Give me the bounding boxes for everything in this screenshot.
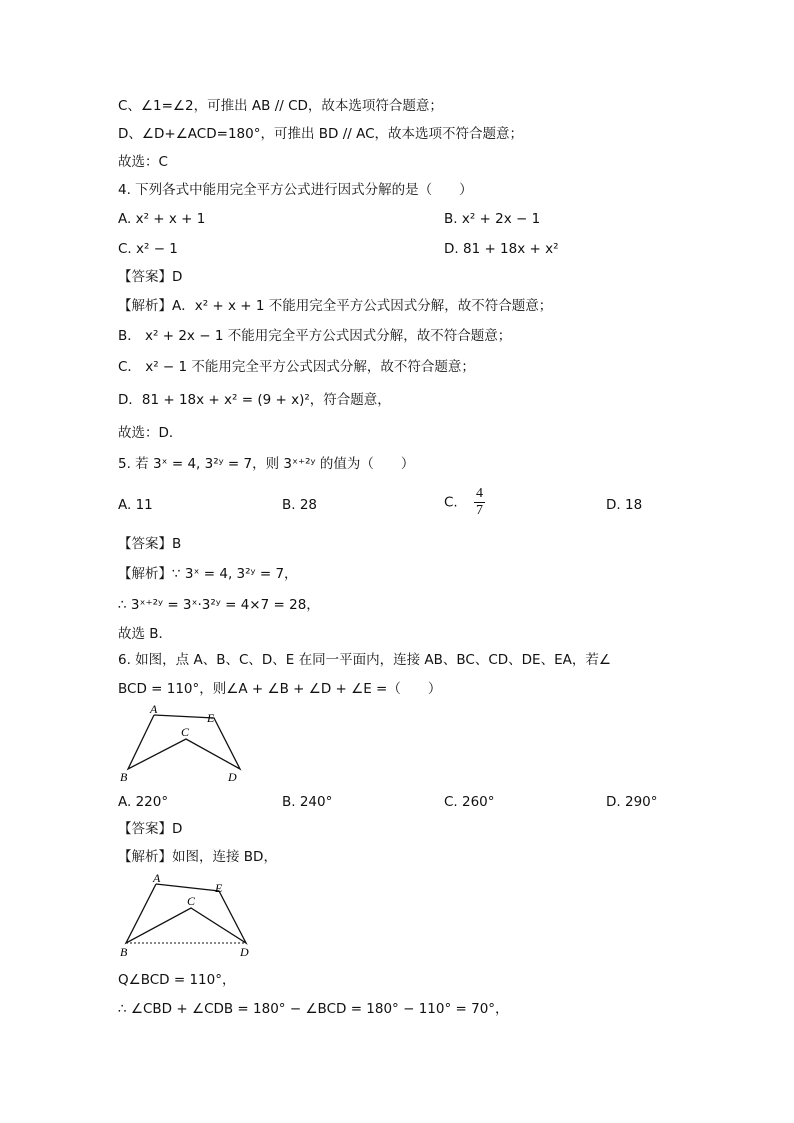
analysis-line: 故选：D．	[118, 425, 183, 441]
fraction-denominator: 7	[476, 503, 484, 518]
q6-option-c: C. 260°	[444, 794, 495, 810]
fraction	[474, 486, 485, 519]
fraction-numerator: 4	[476, 486, 484, 501]
label-e: E	[215, 881, 223, 895]
analysis-line: C． x² − 1 不能用完全平方公式因式分解，故不符合题意；	[118, 359, 475, 375]
pentagon-figure-with-bd	[116, 872, 256, 960]
analysis-line: 【解析】如图，连接 BD，	[118, 849, 277, 865]
label-b: B	[120, 945, 128, 959]
q4-option-a: A. x² + x + 1	[118, 211, 206, 227]
label-c: C	[181, 725, 190, 739]
label-a: A	[150, 703, 158, 716]
analysis-line: 故选 B．	[118, 626, 173, 642]
analysis-line: Q∠BCD = 110°，	[118, 972, 236, 988]
question-5: 5. 若 3ˣ = 4, 3²ʸ = 7，则 3ˣ⁺²ʸ 的值为（ ）	[118, 456, 415, 472]
answer-label: 【答案】D	[118, 269, 183, 285]
q5-option-b: B. 28	[282, 497, 318, 513]
label-e: E	[207, 711, 215, 725]
analysis-line: ∴ 3ˣ⁺²ʸ = 3ˣ·3²ʸ = 4×7 = 28，	[118, 597, 320, 613]
label-a: A	[153, 872, 161, 885]
q6-option-d: D. 290°	[606, 794, 658, 810]
pentagon-figure	[116, 703, 246, 783]
text-line: 故选：C	[118, 154, 168, 170]
text-line: D、∠D+∠ACD=180°，可推出 BD // AC，故本选项不符合题意；	[118, 126, 524, 142]
figure-outline	[128, 715, 240, 769]
answer-label: 【答案】D	[118, 821, 183, 837]
analysis-line: ∴ ∠CBD + ∠CDB = 180° − ∠BCD = 180° − 110° = 70°，	[118, 1001, 509, 1017]
q4-option-c: C. x² − 1	[118, 241, 178, 257]
answer-label: 【答案】B	[118, 536, 182, 552]
analysis-line: B． x² + 2x − 1 不能用完全平方公式因式分解，故不符合题意；	[118, 328, 512, 344]
label-b: B	[120, 770, 128, 783]
figure-outline	[126, 884, 246, 943]
analysis-line: D．81 + 18x + x² = (9 + x)²，符合题意，	[118, 392, 391, 408]
analysis-line: 【解析】∵ 3ˣ = 4, 3²ʸ = 7，	[118, 566, 298, 582]
q5-option-a: A. 11	[118, 497, 153, 513]
label-d: D	[240, 945, 249, 959]
q5-option-c	[444, 486, 485, 519]
label-c: C	[187, 894, 196, 908]
question-6-cont: BCD = 110°，则∠A + ∠B + ∠D + ∠E =（ ）	[118, 681, 442, 697]
q5-option-d: D. 18	[606, 497, 643, 513]
q6-option-a: A. 220°	[118, 794, 169, 810]
question-4: 4. 下列各式中能用完全平方公式进行因式分解的是（ ）	[118, 182, 473, 198]
label-d: D	[228, 770, 237, 783]
question-6: 6. 如图，点 A、B、C、D、E 在同一平面内，连接 AB、BC、CD、DE、EA，若∠	[118, 652, 611, 668]
q4-option-d: D. 81 + 18x + x²	[444, 241, 559, 257]
q5-option-c-label: C.	[444, 494, 458, 511]
q4-option-b: B. x² + 2x − 1	[444, 211, 541, 227]
text-line: C、∠1=∠2，可推出 AB // CD，故本选项符合题意；	[118, 98, 443, 114]
q6-option-b: B. 240°	[282, 794, 333, 810]
analysis-line: 【解析】A．x² + x + 1 不能用完全平方公式因式分解，故不符合题意；	[118, 298, 553, 314]
